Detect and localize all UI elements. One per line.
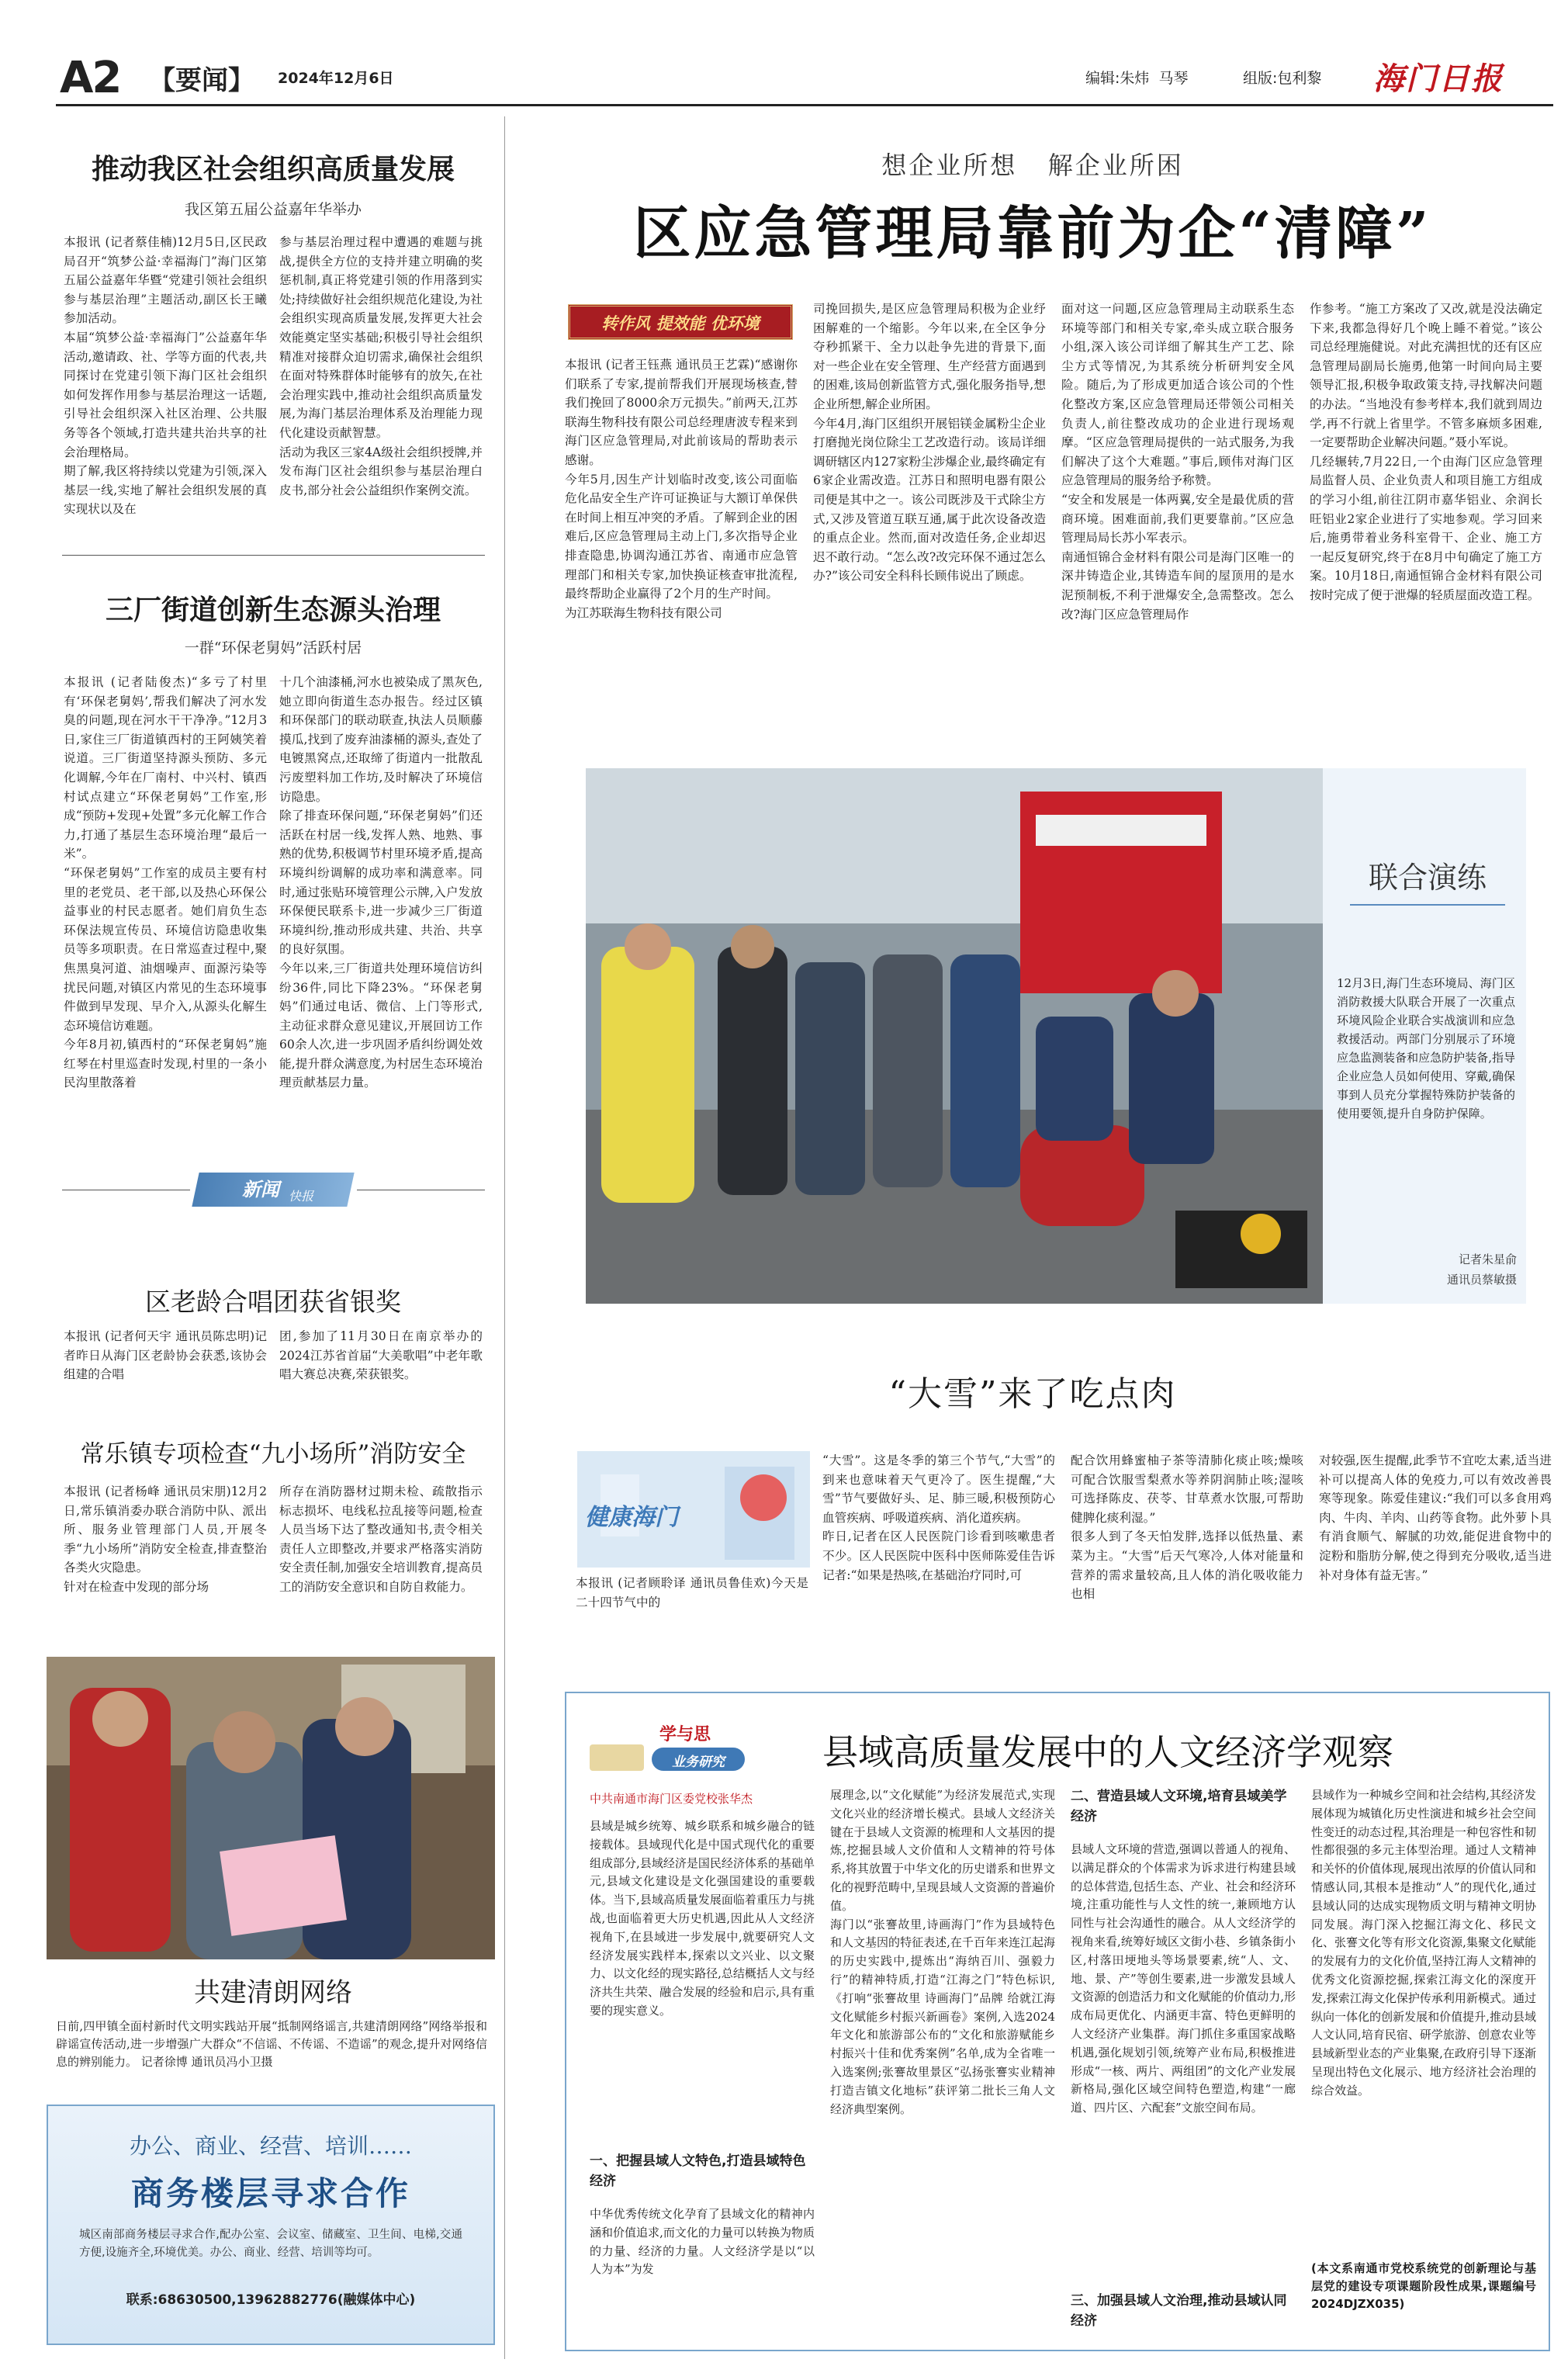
essay-col-4: 县域作为一种城乡空间和社会结构,其经济发展体现为城镇化历史性演进和城乡社会空间性变迁的动态过程,其治理是一种包容性和韧性都很强的多元主体型治理。通过人文精神和关怀的价值体现,展现出浓厚的价值认同和情感认同,其根本是推动“人”的现代化,通过县域认同的达成实现物质文明与精神文明协同发展。海门深入挖掘江海文化、移民文化、张謇文化等有形文化资源,集聚文化赋能的发展有力的文化价值,坚持江海人文精神的优秀文化资源挖掘,探索江海文化的深度开发,探索江海文化保护传承利用新模式。通过纵向一体化的创新发展和价值提升,推动县域人文认同,培育民宿、研学旅游、创意农业等县域新型业态的产业集聚,在政府引导下逐渐呈现出特色文化展示、地方经济社会治理的综合效益。 <box>1311 1788 1536 2098</box>
news-flash-badge <box>196 1169 351 1210</box>
lead-col-3: 面对这一问题,区应急管理局主动联系生态环境等部门和相关专家,牵头成立联合服务小组,深入该公司详细了解其生产工艺、除尘方式等情况,为其系统分析研判安全风险。随后,为了形成更加适合该公司的个性化整改方案,区应急管理局还带领公司相关负责人,前往整改成功的企业进行现场观摩。“区应急管理局提供的一站式服务,为我们解决了这个大难题。”事后,顾伟对海门区应急管理局的服务给予称赞。 “安全和发展是一体两翼,安全是最优质的营商环境。困难面前,我们更要靠前。”区应急管理局局长苏小军表示。 南通恒锦合金材料有限公司是海门区唯一的深井铸造企业,其铸造车间的屋顶用的是水泥预制板,不利于泄爆安全,急需整改。怎么改?海门区应急管理局作 <box>1061 302 1294 622</box>
health-logo-image <box>577 1451 810 1568</box>
photo-title: 共建清朗网络 <box>194 1977 352 2008</box>
essay-title: 县域高质量发展中的人文经济学观察 <box>822 1731 1393 1773</box>
drill-credit-reporter: 记者朱星俞 <box>1458 1252 1517 1266</box>
page-number: A2 <box>60 53 121 103</box>
ad-box <box>47 2105 495 2345</box>
essay-badge-bottom: 业务研究 <box>672 1755 725 1770</box>
photo-joint-drill <box>586 768 1323 1304</box>
article-subtitle: 我区第五届公益嘉年华举办 <box>184 201 362 218</box>
article-col-2: “大雪”。这是冬季的第三个节气,“大雪”的到来也意味着天气更冷了。医生提醒,“大雪”节气要做好头、足、肺三暖,积极预防心血管疾病、呼吸道疾病、消化道疾病。 昨日,记者在区人民医院门诊看到咳嗽患者不少。区人民医院中医科中医师陈爱佳告诉记者:“如果是热咳,在基础治疗同时,可 <box>822 1453 1055 1582</box>
article-choir <box>56 1211 490 1389</box>
article-title: 区老龄合唱团获省银奖 <box>145 1287 401 1317</box>
article-snow <box>512 1311 1553 1676</box>
article-col-1: 本报讯 (记者陆俊杰)“多亏了村里有‘环保老舅妈’,帮我们解决了河水发臭的问题,现在河水干干净净。”12月3日,家住三厂街道镇西村的王阿姨笑着说道。三厂街道坚持源头预防、多元化调解,今年在厂南村、中兴村、镇西村试点建立“环保老舅妈”工作室,形成“预防+发现+处置”多元化解工作合力,打通了基层生态环境治理“最后一米”。 “环保老舅妈”工作室的成员主要有村里的老党员、老干部,以及热心环保公益事业的村民志愿者。她们肩负生态环保法规宣传员、环境信访隐患收集员等多项职责。在日常巡查过程中,聚焦黑臭河道、油烟噪声、面源污染等扰民问题,对镇区内常见的生态环境事件做到早发现、早介入,从源头化解生态环境信访难题。 今年8月初,镇西村的“环保老舅妈”施红琴在村里巡查时发现,村里的一条小民沟里散落着 <box>64 675 267 1090</box>
divider <box>62 555 485 556</box>
column-separator <box>504 116 505 2359</box>
essay-box <box>565 1692 1550 2351</box>
lead-article <box>512 116 1553 760</box>
drill-title: 联合演练 <box>1368 861 1487 895</box>
article-col-1: 本报讯 (记者顾聆译 通讯员鲁佳欢)今天是二十四节气中的 <box>576 1576 808 1609</box>
article-col-1: 本报讯 (记者何天宇 通讯员陈忠明)记者昨日从海门区老龄协会获悉,该协会组建的合唱 <box>64 1329 267 1382</box>
article-social-orgs <box>56 116 490 551</box>
badge-main-label: 新闻 <box>242 1179 279 1200</box>
essay-badge-top: 学与思 <box>659 1725 711 1744</box>
photo-caption: 日前,四甲镇全面村新时代文明实践站开展“抵制网络谣言,共建清朗网络”网络举报和辟谣宣传活动,进一步增强广大群众“不信谣、不传谣、不造谣”的观念,提升对网络信息的辨别能力。 记者徐博 通讯员冯小卫摄 <box>56 2019 487 2069</box>
essay-heading-1: 一、把握县域人文特色,打造县域特色经济 <box>590 2153 806 2189</box>
lead-col-4: 作参考。“施工方案改了又改,就是没法确定下来,我都急得好几个晚上睡不着觉。”该公司总经理施健说。对此充满担忧的还有区应急管理局副局长施勇,他第一时间向局主要领导汇报,积极争取政策支持,寻找解决问题的办法。“当地没有参考样本,我们就到周边学,再不行就上省里学。不管多麻烦多困难,一定要帮助企业解决问题。”聂小军说。 几经辗转,7月22日,一个由海门区应急管理局监督人员、企业负责人和项目施工方组成的学习小组,前往江阴市嘉华铝业、余润长旺铝业2家企业进行了实地参观。学习回来后,施勇带着业务科室骨干、企业、施工方一起反复研究,终于在8月中旬确定了施工方案。10月18日,南通恒锦合金材料有限公司按时完成了便于泄爆的轻质屋面改造工程。 <box>1310 302 1542 602</box>
article-col-4: 对较强,医生提醒,此季节不宜吃太素,适当进补可以提高人体的免疫力,可以有效改善畏寒等现象。陈爱佳建议:“我们可以多食用鸡肉、牛肉、羊肉、山药等食物。此外萝卜具有消食顺气、解腻的功效,能促进食物中的淀粉和脂肪分解,使之得到充分吸收,适当进补对身体有益无害。” <box>1319 1453 1552 1582</box>
drill-feature <box>586 768 1526 1304</box>
designer: 组版:包利黎 <box>1243 70 1322 87</box>
photo-network-campaign <box>47 1657 495 1959</box>
book-icon <box>590 1744 644 1771</box>
article-col-2: 团,参加了11月30日在南京举办的2024江苏省首届“大美歌唱”中老年歌唱大赛总决赛,荣获银奖。 <box>279 1329 483 1382</box>
article-col-2: 所存在消防器材过期未检、疏散指示标志损坏、电线私拉乱接等问题,检查人员当场下达了整改通知书,责令相关责任人立即整改,并要求严格落实消防安全责任制,加强安全培训教育,提高员工的消防安全意识和自防自救能力。 <box>279 1484 483 1594</box>
lead-title: 区应急管理局靠前为企“清障” <box>633 200 1432 267</box>
ad-title: 商务楼层寻求合作 <box>130 2174 410 2212</box>
article-title: “大雪”来了吃点肉 <box>888 1374 1177 1414</box>
badge-sub-label: 快报 <box>289 1189 314 1204</box>
drill-caption: 12月3日,海门生态环境局、海门区消防救援大队联合开展了一次重点环境风险企业联合实战演训和应急救援活动。两部门分别展示了环境应急监测装备和应急防护装备,指导企业应急人员如何使用、穿戴,确保事到人员充分掌握特殊防护装备的使用要领,提升自身防护保障。 <box>1337 976 1515 1121</box>
lead-col-2: 司挽回损失,是区应急管理局积极为企业纾困解难的一个缩影。今年以来,在全区争分夺秒抓紧干、全力以赴争先进的背景下,面对一些企业在安全管理、生产经营方面遇到的困难,该局创新监管方式,强化服务指导,想企业所想,解企业所困。 今年4月,海门区组织开展铝镁金属粉尘企业打磨抛光岗位除尘工艺改造行动。该局详细调研辖区内127家粉尘涉爆企业,最终确定有6家企业需改造。江苏日和照明电器有限公司便是其中之一。该公司既涉及干式除尘方式,又涉及管道互联互通,属于此次设备改造的重点企业。然而,面对改造任务,企业却迟迟不敢行动。“怎么改?改完环保不通过怎么办?”该公司安全科科长顾伟说出了顾虑。 <box>813 302 1046 584</box>
article-col-2: 十几个油漆桶,河水也被染成了黑灰色,她立即向街道生态办报告。经过区镇和环保部门的联动联查,执法人员顺藤摸瓜,找到了废弃油漆桶的源头,查处了电镀黑窝点,还取缔了街道内一批散乱污废塑料加工作坊,及时解决了环境信访隐患。 除了排查环保问题,“环保老舅妈”们还活跃在村居一线,发挥人熟、地熟、事熟的优势,积极调节村里环境矛盾,提高环境纠纷调解的成功率和满意率。同时,通过张贴环境管理公示牌,入户发放环保便民联系卡,进一步减少三厂街道环境纠纷,推动形成共建、共治、共享的良好氛围。 今年以来,三厂街道共处理环境信访纠纷36件,同比下降23%。“环保老舅妈”们通过电话、微信、上门等形式,主动征求群众意见建议,开展回访工作60余人次,进一步巩固矛盾纠纷调处效能,提升群众满意度,为村居生态环境治理贡献基层力量。 <box>279 675 483 1090</box>
drill-credit-photographer: 通讯员蔡敏摄 <box>1446 1273 1517 1287</box>
ad-description: 城区南部商务楼层寻求合作,配办公室、会议室、储藏室、卫生间、电梯,交通方便,设施齐全,环境优美。办公、商业、经营、培训等均可。 <box>79 2229 462 2259</box>
ad-contact: 联系:68630500,13962882776(融媒体中心) <box>126 2292 416 2308</box>
article-fire-check <box>56 1405 490 1637</box>
section-label: 【要闻】 <box>149 65 254 96</box>
photo-illustration <box>47 1657 495 1959</box>
article-title: 三厂街道创新生态源头治理 <box>105 594 441 626</box>
essay-badge <box>590 1721 776 1775</box>
lead-badge <box>568 304 793 340</box>
drill-title-rule <box>1350 904 1505 906</box>
article-subtitle: 一群“环保老舅妈”活跃村居 <box>184 639 362 656</box>
essay-col-1b: 中华优秀传统文化孕育了县域文化的精神内涵和价值追求,而文化的力量可以转换为物质的力量、经济的力量。人文经济学是以“以人为本”为发 <box>590 2207 815 2277</box>
article-title: 推动我区社会组织高质量发展 <box>91 153 455 185</box>
essay-heading-2: 二、营造县域人文环境,培育县域美学经济 <box>1071 1789 1287 1824</box>
article-col-3: 配合饮用蜂蜜柚子茶等清肺化痰止咳;燥咳可配合饮服雪梨煮水等养阴润肺止咳;湿咳可选择陈皮、茯苓、甘草煮水饮服,可帮助健脾化痰利湿。” 很多人到了冬天怕发胖,选择以低热量、素菜为主。“大雪”后天气寒冷,人体对能量和营养的需求量较高,且人体的消化吸收能力也相 <box>1071 1453 1303 1602</box>
masthead-rule <box>56 104 1553 106</box>
photo-illustration <box>586 768 1323 1304</box>
article-col-2: 参与基层治理过程中遭遇的难题与挑战,提供全方位的支持并建立明确的奖惩机制,真正将党建引领的作用落到实处;持续做好社会组织规范化建设,为社会组织实现高质量发展,发挥更大社会效能奠定坚实基础;积极引导社会组织精准对接群众迫切需求,确保社会组织在面对特殊群体时能够有的放矢,在社会治理实践中,推动社会组织高质量发展,为海门基层治理体系及治理能力现代化建设贡献智慧。 活动为我区三家4A级社会组织授牌,并发布海门区社会组织参与基层治理白皮书,部分社会公益组织作案例交流。 <box>279 235 483 497</box>
article-col-1: 本报讯 (记者杨峰 通讯员宋朋)12月2日,常乐镇消委办联合消防中队、派出所、服务业管理部门人员,开展冬季“九小场所”消防安全检查,排查整治各类火灾隐患。 针对在检查中发现的部分场 <box>64 1484 267 1594</box>
lead-badge-text: 转作风 提效能 优环境 <box>601 314 760 333</box>
essay-heading-3: 三、加强县域人文治理,推动县域认同经济 <box>1071 2293 1287 2329</box>
newspaper-logo: 海门日报 <box>1373 61 1504 97</box>
editors: 编辑:朱炜 马琴 <box>1085 70 1189 87</box>
lead-kicker: 想企业所想 解企业所困 <box>881 151 1184 180</box>
article-col-1: 本报讯 (记者蔡佳楠)12月5日,区民政局召开“筑梦公益·幸福海门”海门区第五届公益嘉年华暨“党建引领社会组织参与基层治理”主题活动,副区长王曦参加活动。 本届“筑梦公益·幸福海门”公益嘉年华活动,邀请政、社、学等方面的代表,共同探讨在党建引领下海门区社会组织如何发挥作用参与基层治理这一话题,引导社会组织深入社区治理、公共服务等各个领域,打造共建共治共享的社会治理格局。 期了解,我区将持续以党建为引领,深入基层一线,实地了解社会组织发展的真实现状以及在 <box>64 235 267 517</box>
essay-note: (本文系南通市党校系统党的创新理论与基层党的建设专项课题阶段性成果,课题编号2024DJZX035) <box>1311 2261 1536 2311</box>
article-eco-governance <box>56 559 490 1180</box>
essay-col-2: 展理念,以“文化赋能”为经济发展范式,实现文化兴业的经济增长模式。县域人文经济关键在于县域人文资源的梳理和人文基因的提炼,挖掘县域人文价值和人文精神的符号体系,将其放置于中华文化的历史谱系和世界文化的视野范畴中,呈现县域人文资源的普遍价值。 海门以“张謇故里,诗画海门”作为县域特色和人文基因的特征表述,在千百年来连江起海的历史实践中,提炼出“海纳百川、强毅力行”的精神特质,打造“江海之门”特色标识,《打响“张謇故里 诗画海门”品牌 给就江海文化赋能乡村振兴新画卷》案例,入选2024年文化和旅游部公布的“文化和旅游赋能乡村振兴十佳和优秀案例”名单,成为全省唯一入选案例;张謇故里景区“弘扬张謇实业精神打造吉镇文化地标”获评第二批长三角人文经济典型案例。 <box>830 1788 1055 2116</box>
health-logo-text: 健康海门 <box>585 1504 678 1531</box>
lead-col-1: 本报讯 (记者王钰燕 通讯员王艺霖)“感谢你们联系了专家,提前帮我们开展现场核查,替我们挽回了8000余万元损失。”前两天,江苏联海生物科技有限公司总经理唐波专程来到海门区应急管理局,对此前该局的帮助表示感谢。 今年5月,因生产计划临时改变,该公司面临危化品安全生产许可证换证与大额订单保供在时间上相互冲突的矛盾。了解到企业的困难后,区应急管理局主动上门,多次指导企业排查隐患,协调沟通江苏省、南通市应急管理部门和相关专家,加快换证核查审批流程,最终帮助企业赢得了2个月的生产时间。 为江苏联海生物科技有限公司 <box>565 358 798 620</box>
article-title: 常乐镇专项检查“九小场所”消防安全 <box>80 1440 466 1468</box>
essay-author: 中共南通市海门区委党校张华杰 <box>590 1792 753 1806</box>
essay-col-1: 县域是城乡统筹、城乡联系和城乡融合的链接载体。县域现代化是中国式现代化的重要组成部分,县域经济是国民经济体系的基础单元,县域文化建设是文化强国建设的重要载体。当下,县域高质量发展面临着重压力与挑战,也面临着更大历史机遇,因此从人文经济视角下,在县域进一步发展中,就要研究人文经济发展实践样本,探索以文兴业、以文聚力、以文化经的现实路径,总结概括人文与经济共生共荣、融合发展的经验和启示,具有重要的现实意义。 <box>590 1819 815 2018</box>
issue-date: 2024年12月6日 <box>278 70 394 87</box>
masthead <box>0 0 1561 109</box>
ad-tagline: 办公、商业、经营、培训…… <box>129 2133 412 2159</box>
essay-col-3: 县域人文环境的营造,强调以普通人的视角、以满足群众的个体需求为诉求进行构建县域的总体营造,包括生态、产业、社会和经济环境,注重功能性与人文性的统一,兼顾地方认同性与社会沟通性的融合。从人文经济学的视角来看,统筹好域区文街小巷、乡镇条街小区,村落田埂地头等场景要素,统“人、文、地、景、产”等创生要素,进一步激发县域人文资源的创造活力和文化赋能的价值动力,形成布局更优化、内涵更丰富、特色更鲜明的人文经济产业集群。海门抓住多重国家战略机遇,强化规划引领,统筹产业布局,积极推进形成“一核、两片、两组团”的文化产业发展新格局,强化区域空间特色塑造,构建“一廊道、四片区、六配套”文旅空间布局。 <box>1071 1842 1296 2115</box>
